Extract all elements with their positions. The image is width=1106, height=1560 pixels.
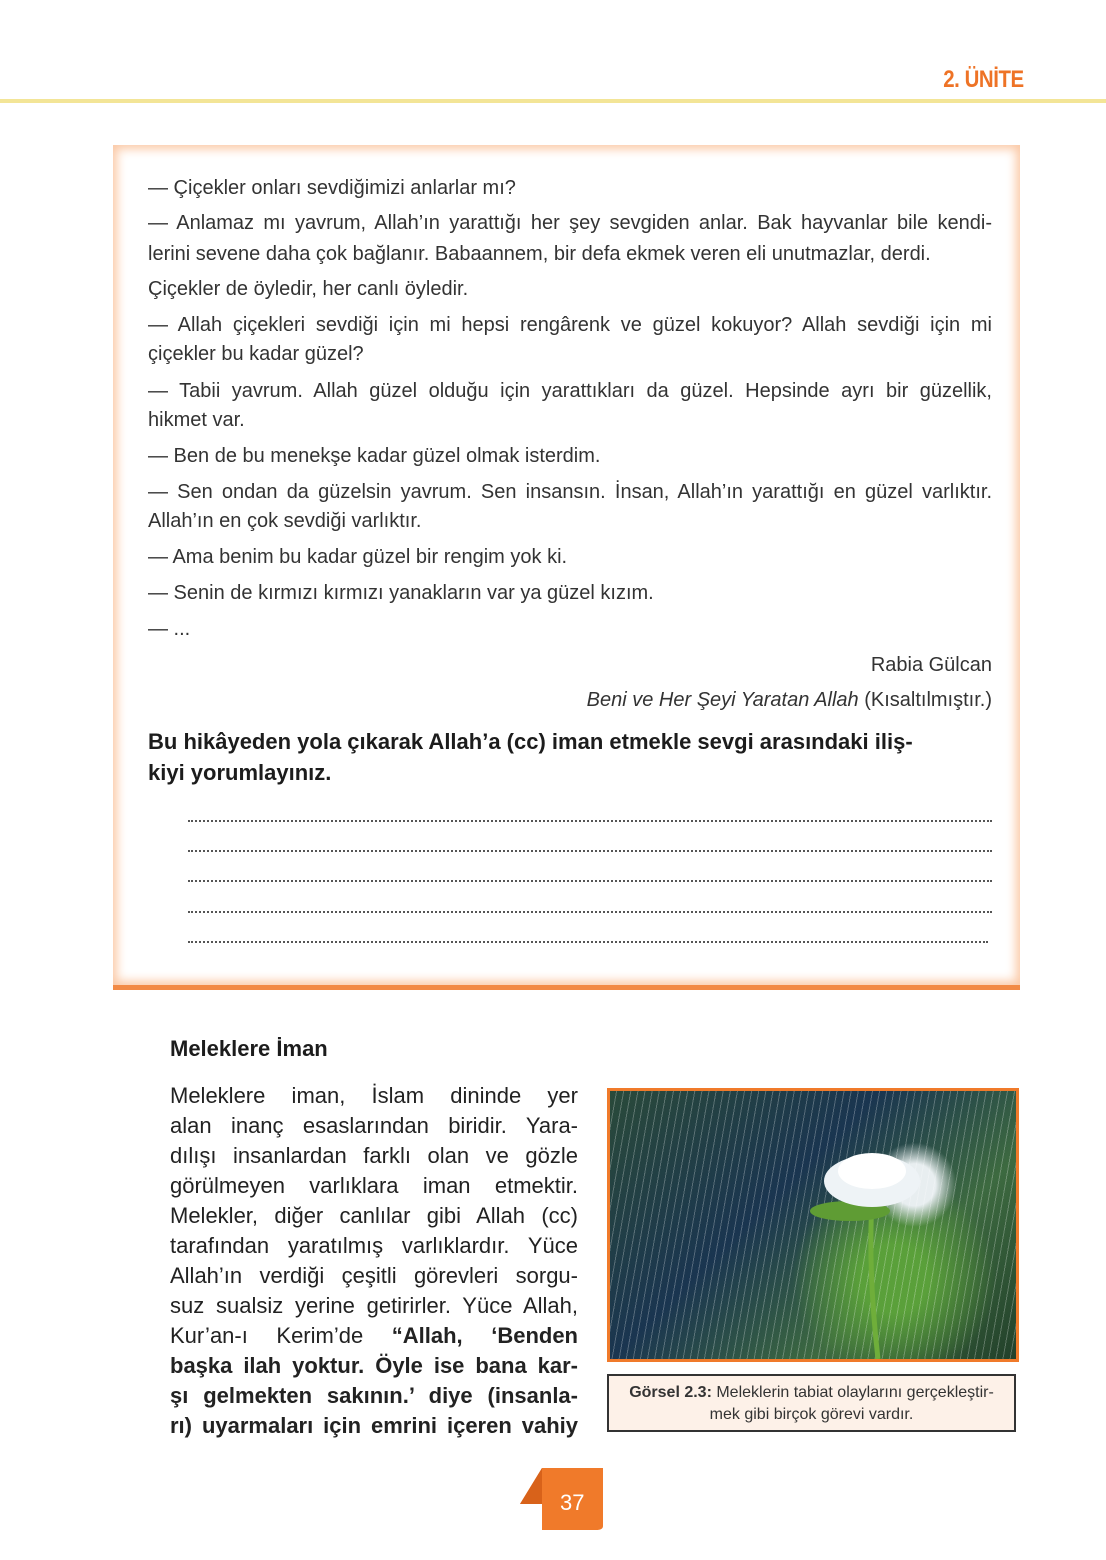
flower-in-rain-photo xyxy=(607,1088,1019,1362)
section-title: Meleklere İman xyxy=(170,1036,328,1061)
story-line: lerini sevene daha çok bağlanır. Babaannem, bir defa ekmek veren eli unutmazlar, derdi. xyxy=(148,243,931,265)
header-divider xyxy=(0,99,1106,103)
quote-text: “Allah, ‘Benden xyxy=(391,1323,578,1348)
story-author: Rabia Gülcan xyxy=(870,654,992,676)
story-line: — Anlamaz mı yavrum, Allah’ın yarattığı her şey sevgiden anlar. Bak hayvanlar bile kendi- xyxy=(148,212,992,234)
question-line: Bu hikâyeden yola çıkarak Allah’a (cc) iman etmekle sevgi arasındaki iliş- xyxy=(148,729,913,754)
page-number-tab xyxy=(520,1468,603,1530)
answer-line[interactable] xyxy=(188,818,992,822)
quote-line: şı gelmekten sakının.’ diye (insanla- xyxy=(170,1383,578,1408)
answer-line[interactable] xyxy=(188,848,992,852)
body-line: tarafından yaratılmış varlıklardır. Yüce xyxy=(170,1233,578,1258)
quote-line: başka ilah yoktur. Öyle ise bana kar- xyxy=(170,1353,578,1378)
body-line: görülmeyen varlıklara iman etmektir. xyxy=(170,1173,578,1198)
body-line: suz sualsiz yerine getirirler. Yüce Allah, xyxy=(170,1293,578,1318)
story-line: — Sen ondan da güzelsin yavrum. Sen insansın. İnsan, Allah’ın yarattığı en güzel varlıktır. xyxy=(148,481,992,503)
page-number: 37 xyxy=(560,1490,585,1515)
story-line: — Ben de bu menekşe kadar güzel olmak isterdim. xyxy=(148,445,601,467)
flower-illustration xyxy=(610,1091,1016,1359)
answer-line[interactable] xyxy=(188,878,992,882)
body-line: alan inanç esaslarından biridir. Yara- xyxy=(170,1113,578,1138)
body-text: Kur’an-ı Kerim’de xyxy=(170,1323,392,1348)
story-line: çiçekler bu kadar güzel? xyxy=(148,343,364,365)
body-line: Meleklere iman, İslam dininde yer xyxy=(170,1083,578,1108)
question-line: kiyi yorumlayınız. xyxy=(148,760,332,785)
quote-line: rı) uyarmaları için emrini içeren vahiy xyxy=(170,1413,578,1438)
unit-label: 2. ÜNİTE xyxy=(943,66,1024,93)
story-line: — Senin de kırmızı kırmızı yanakların var ya güzel kızım. xyxy=(148,582,654,604)
story-line: — Allah çiçekleri sevdiği için mi hepsi rengârenk ve güzel kokuyor? Allah sevdiği için mi xyxy=(148,314,992,336)
figure-caption-text: Meleklerin tabiat olaylarını gerçekleştir-mek gibi birçok görevi vardır. xyxy=(709,1384,994,1423)
answer-line[interactable] xyxy=(188,939,988,943)
story-line: — Çiçekler onları sevdiğimizi anlarlar mı? xyxy=(148,177,516,199)
body-line: Allah’ın verdiği çeşitli görevleri sorgu- xyxy=(170,1263,578,1288)
story-line: hikmet var. xyxy=(148,409,245,431)
figure-caption xyxy=(607,1374,1016,1432)
story-line: Allah’ın en çok sevdiği varlıktır. xyxy=(148,510,422,532)
answer-line[interactable] xyxy=(188,909,992,913)
story-line: Çiçekler de öyledir, her canlı öyledir. xyxy=(148,278,469,300)
story-line: — Ama benim bu kadar güzel bir rengim yok ki. xyxy=(148,546,568,568)
body-line: dılışı insanlardan farklı olan ve gözle xyxy=(170,1143,578,1168)
source-note: (Kısaltılmıştır.) xyxy=(858,689,992,711)
body-line: Melekler, diğer canlılar gibi Allah (cc) xyxy=(170,1203,578,1228)
source-title: Beni ve Her Şeyi Yaratan Allah xyxy=(586,689,859,711)
story-source xyxy=(148,689,992,712)
figure-label: Görsel 2.3: xyxy=(629,1384,712,1401)
story-line: — ... xyxy=(148,618,191,640)
story-line: — Tabii yavrum. Allah güzel olduğu için yarattıkları da güzel. Hepsinde ayrı bir güzellik, xyxy=(148,380,992,402)
body-line xyxy=(170,1323,578,1349)
